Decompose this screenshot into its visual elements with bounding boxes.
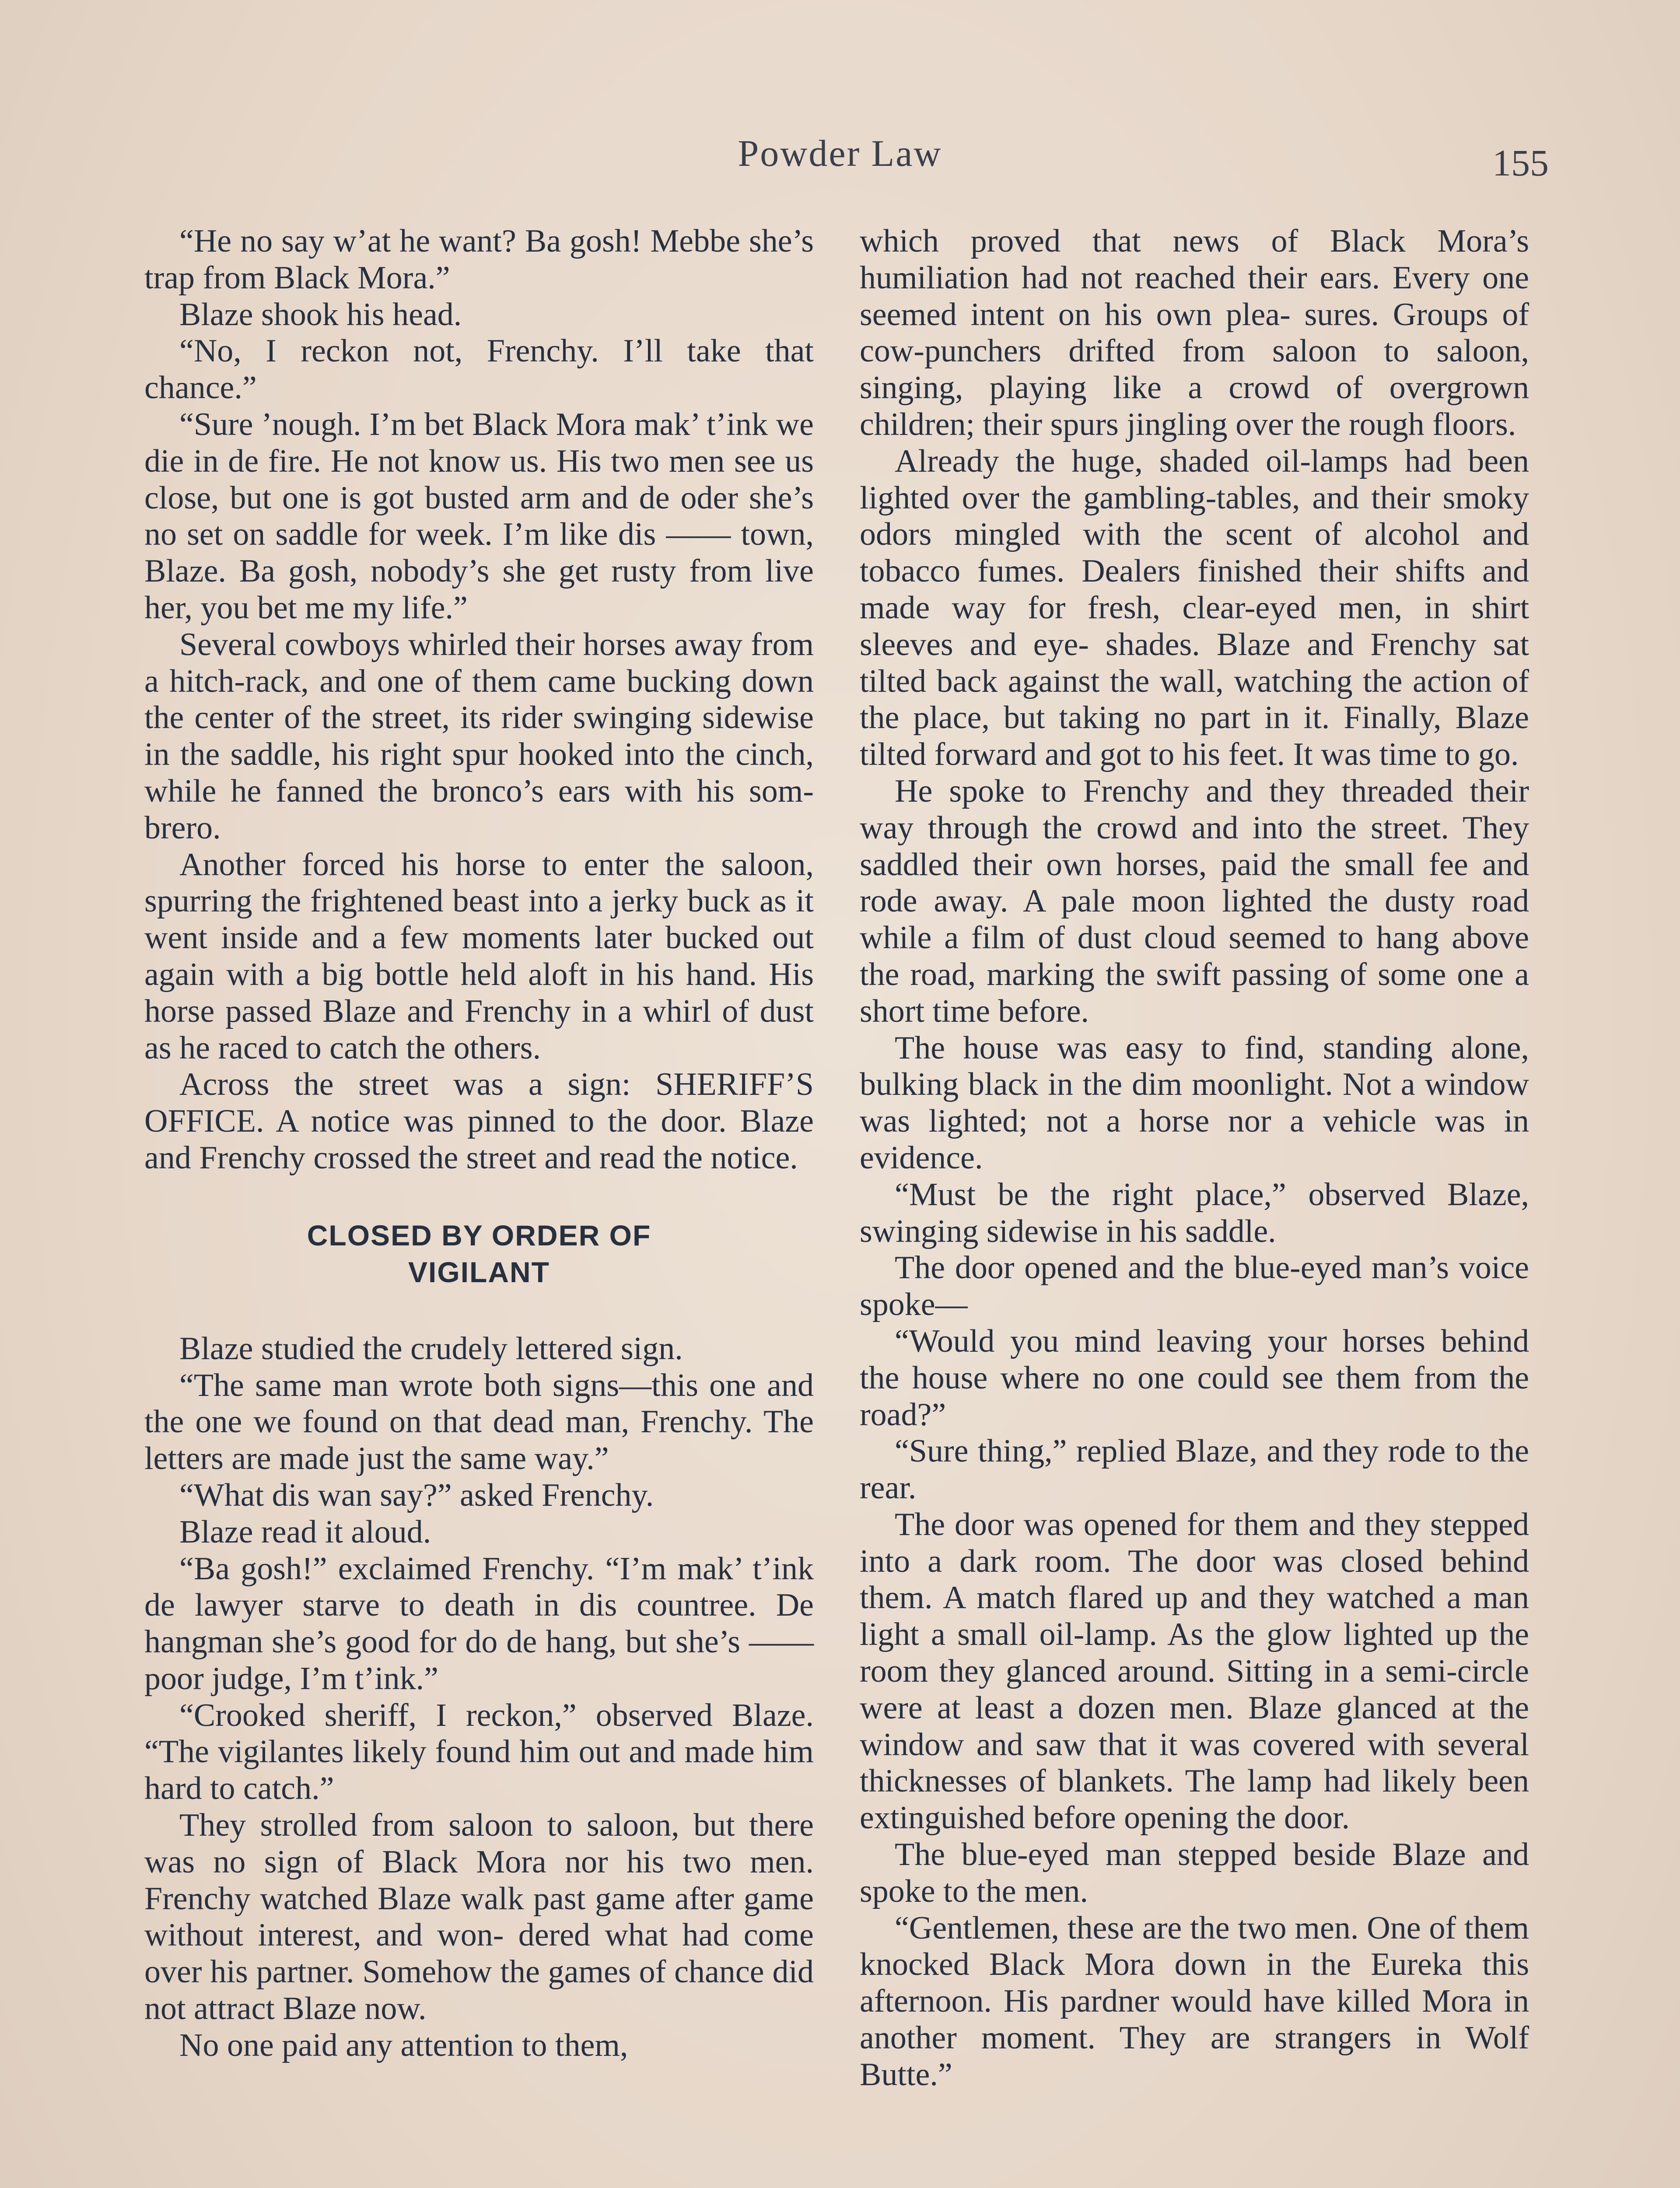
paragraph: “What dis wan say?” asked Frenchy.	[179, 1477, 654, 1513]
paragraph: “Must be the right place,” observed Blaze, swinging sidewise in his saddle.	[860, 1176, 1529, 1249]
page-number: 155	[1492, 142, 1549, 184]
paragraph: They strolled from saloon to saloon, but there was no sign of Black Mora nor his two men. Frenchy watched Blaze walk past game after game without interest, and won- dered what had come over his partner. Somehow the games of chance did not attract Blaze now.	[144, 1807, 814, 2027]
paragraph: “He no say w’at he want? Ba gosh! Mebbe she’s trap from Black Mora.”	[144, 223, 814, 296]
paragraph: “Ba gosh!” exclaimed Frenchy. “I’m mak’ t’ink de lawyer starve to death in dis countree. De hangman she’s good for do de hang, but she’s —— poor judge, I’m t’ink.”	[144, 1550, 814, 1697]
paragraph: Across the street was a sign: SHERIFF’S OFFICE. A notice was pinned to the door. Blaze and Frenchy crossed the street and read the notice.	[144, 1066, 814, 1176]
paragraph: No one paid any attention to them,	[179, 2027, 628, 2063]
paragraph-continuation: which proved that news of Black Mora’s humiliation had not reached their ears. Every one seemed intent on his own plea- sures. Groups of cow-punchers drifted from saloon to saloon, singing, playing like a crowd of overgrown children; their spurs jingling over the rough floors.	[860, 223, 1529, 442]
paragraph: Blaze read it aloud.	[179, 1514, 431, 1550]
paragraph: Another forced his horse to enter the saloon, spurring the frightened beast into a jerky buck as it went inside and a few moments later bucked out again with a big bottle held aloft in his hand. His horse passed Blaze and Frenchy in a whirl of dust as he raced to catch the others.	[144, 846, 814, 1066]
running-title: Powder Law	[738, 132, 942, 174]
paragraph: Blaze shook his head.	[179, 296, 462, 333]
paragraph: “Sure ’nough. I’m bet Black Mora mak’ t’ink we die in de fire. He not know us. His two men see us close, but one is got busted arm and de oder she’s no set on saddle for week. I’m like dis —— town, Blaze. Ba gosh, nobody’s she get rusty from live her, you bet me my life.”	[144, 406, 814, 626]
paragraph: The house was easy to find, standing alone, bulking black in the dim moonlight. Not a window was lighted; not a horse nor a vehicle was in evidence.	[860, 1030, 1529, 1176]
paragraph: Already the huge, shaded oil-lamps had been lighted over the gambling-tables, and their smoky odors mingled with the scent of alcohol and tobacco fumes. Dealers finished their shifts and made way for fresh, clear-eyed men, in shirt sleeves and eye- shades. Blaze and Frenchy sat tilted back against the wall, watching the action of the place, but taking no part in it. Finally, Blaze tilted forward and got to his feet. It was time to go.	[860, 443, 1529, 773]
right-column	[860, 223, 1529, 2093]
paragraph: The door opened and the blue-eyed man’s voice spoke—	[860, 1250, 1529, 1323]
left-column	[144, 223, 814, 2064]
paragraph: “Gentlemen, these are the two men. One of them knocked Black Mora down in the Eureka this afternoon. His pardner would have killed Mora in another moment. They are strangers in Wolf Butte.”	[860, 1910, 1529, 2093]
paragraph: Blaze studied the crudely lettered sign.	[179, 1330, 683, 1367]
paragraph: “No, I reckon not, Frenchy. I’ll take that chance.”	[144, 333, 814, 406]
paragraph: Several cowboys whirled their horses away from a hitch-rack, and one of them came bucking down the center of the street, its rider swinging sidewise in the saddle, his right spur hooked into the cinch, while he fanned the bronco’s ears with his som- brero.	[144, 626, 814, 846]
paragraph: “The same man wrote both signs—this one and the one we found on that dead man, Frenchy. The letters are made just the same way.”	[144, 1367, 814, 1477]
paragraph: He spoke to Frenchy and they threaded their way through the crowd and into the street. They saddled their own horses, paid the small fee and rode away. A pale moon lighted the dusty road while a film of dust cloud seemed to hang above the road, marking the swift passing of some one a short time before.	[860, 773, 1529, 1029]
paragraph: “Sure thing,” replied Blaze, and they rode to the rear.	[860, 1433, 1529, 1506]
paragraph: “Crooked sheriff, I reckon,” observed Blaze. “The vigilantes likely found him out and made him hard to catch.”	[144, 1697, 814, 1807]
notice-line: CLOSED BY ORDER OF	[307, 1219, 651, 1252]
paragraph: “Would you mind leaving your horses behind the house where no one could see them from the road?”	[860, 1323, 1529, 1433]
notice-line: VIGILANT	[408, 1255, 550, 1288]
sheriff-notice	[144, 1217, 814, 1290]
paragraph: The door was opened for them and they stepped into a dark room. The door was closed behind them. A match flared up and they watched a man light a small oil-lamp. As the glow lighted up the room they glanced around. Sitting in a semi-circle were at least a dozen men. Blaze glanced at the window and saw that it was covered with several thicknesses of blankets. The lamp had likely been extinguished before opening the door.	[860, 1506, 1529, 1836]
paragraph: The blue-eyed man stepped beside Blaze and spoke to the men.	[860, 1837, 1529, 1909]
